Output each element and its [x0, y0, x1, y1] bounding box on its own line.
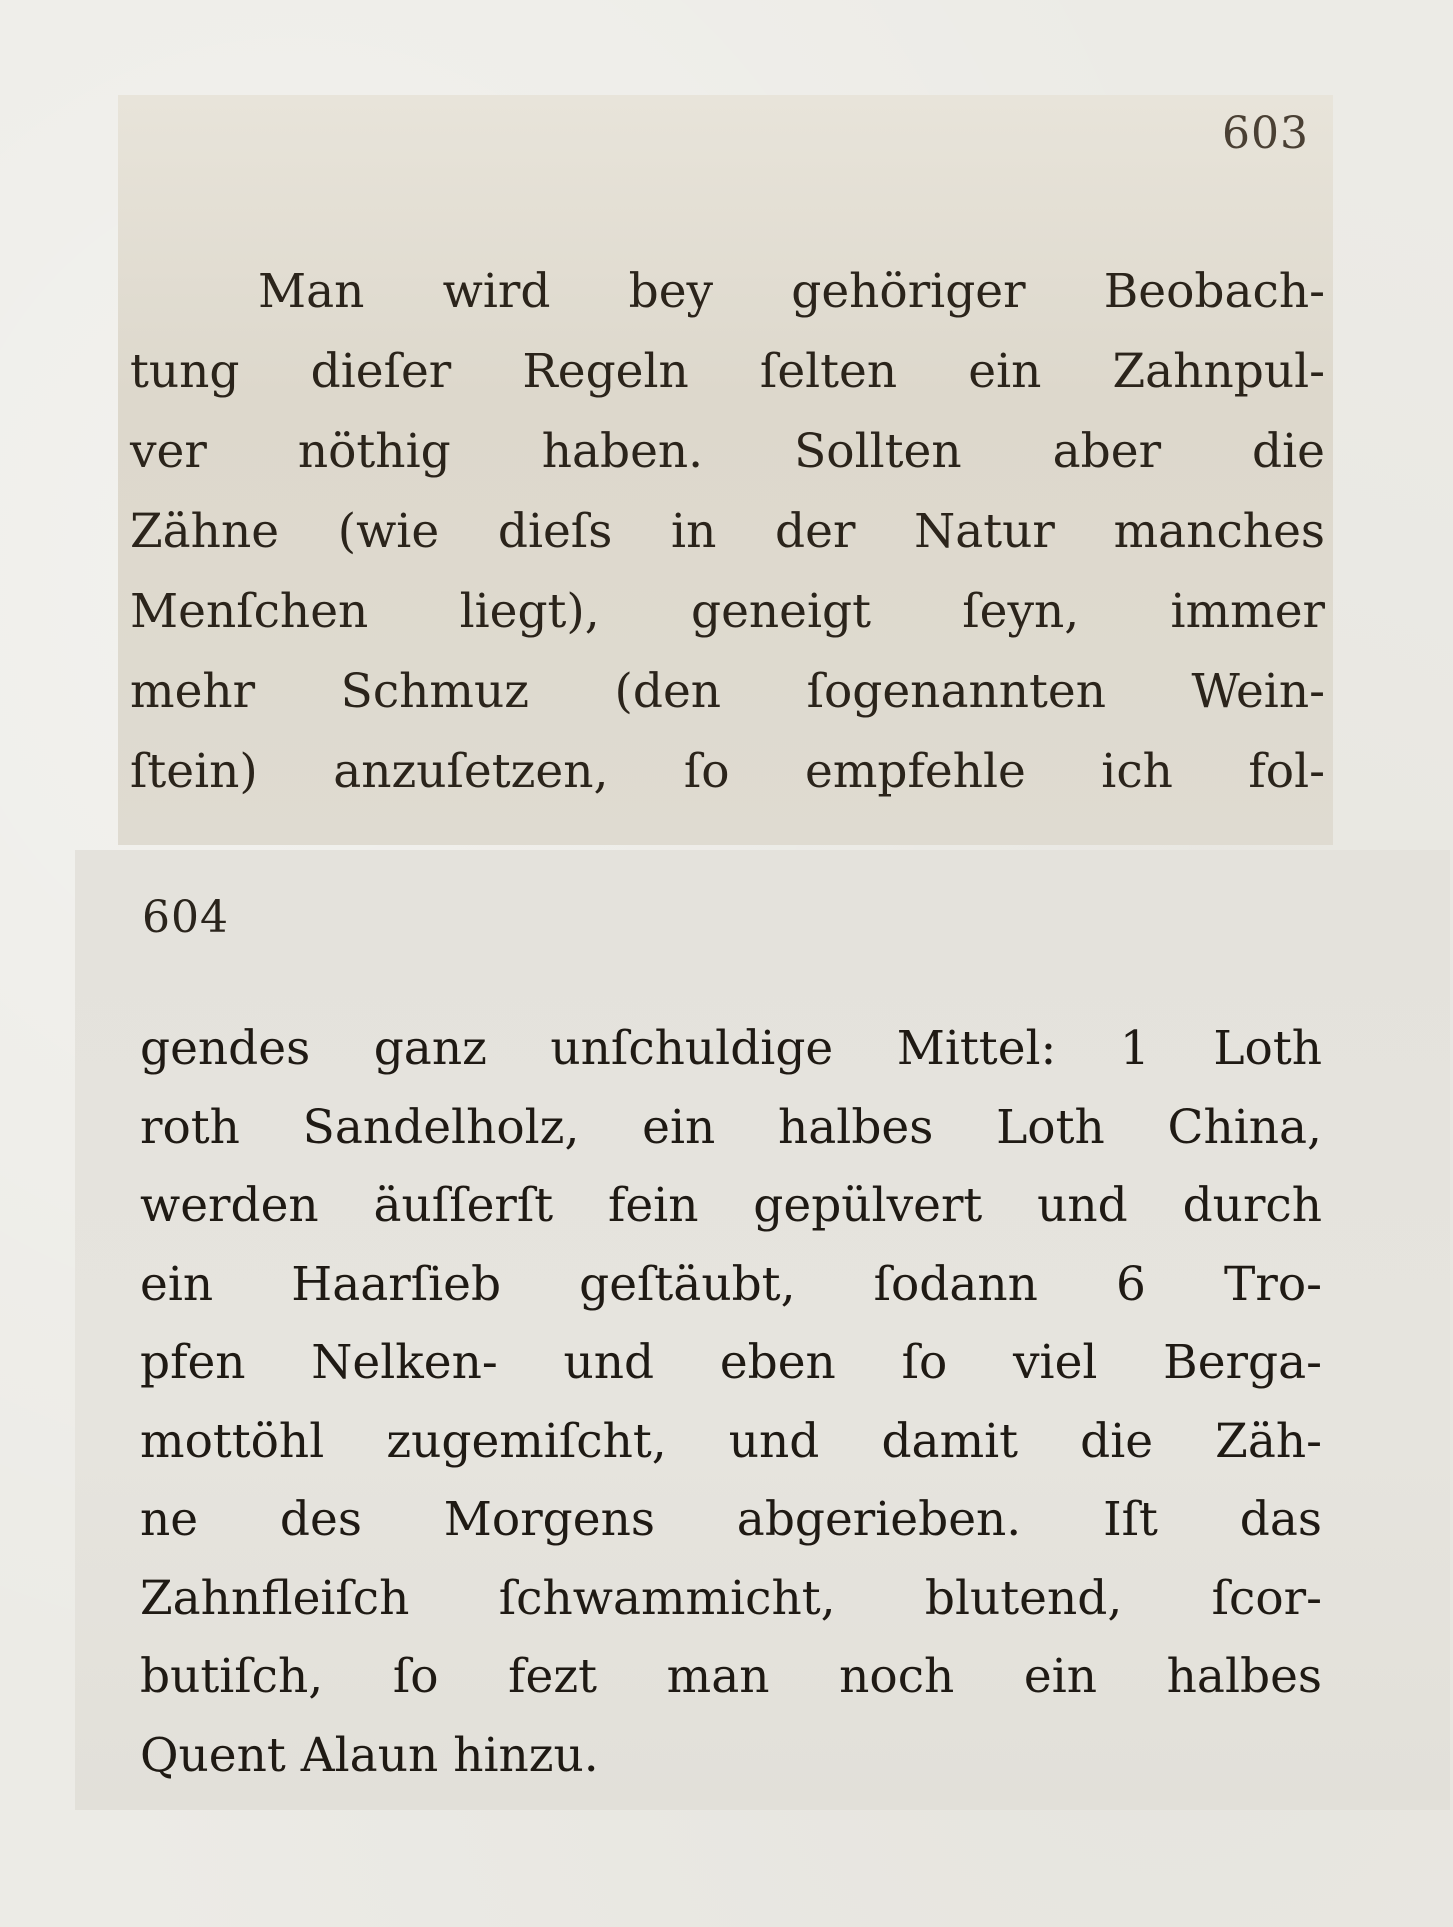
page-number: 604: [142, 892, 229, 943]
text-line: Menſchen liegt), geneigt ſeyn, immer: [130, 584, 1325, 639]
text-line: werden äuſſerſt fein gepülvert und durch: [140, 1178, 1322, 1233]
text-line: gendes ganz unſchuldige Mittel: 1 Loth: [140, 1021, 1322, 1076]
text-line: Quent Alaun hinzu.: [140, 1727, 599, 1783]
text-line: tung dieſer Regeln ſelten ein Zahnpul-: [130, 344, 1325, 399]
text-line: ne des Morgens abgerieben. Iſt das: [140, 1492, 1322, 1547]
text-line: mehr Schmuz (den ſogenannten Wein-: [130, 664, 1325, 719]
text-line: butiſch, ſo fezt man noch ein halbes: [140, 1649, 1322, 1704]
text-line: Man wird bey gehöriger Beobach-: [258, 264, 1325, 319]
text-line: Zahnfleiſch ſchwammicht, blutend, ſcor-: [140, 1570, 1322, 1626]
text-line: ſtein) anzuſetzen, ſo empfehle ich fol-: [130, 744, 1325, 799]
text-block-page-603: [130, 252, 1325, 812]
text-line: pfen Nelken- und eben ſo viel Berga-: [140, 1335, 1322, 1390]
text-line: ein Haarſieb geſtäubt, ſodann 6 Tro-: [140, 1256, 1322, 1312]
text-line: ver nöthig haben. Sollten aber die: [130, 424, 1325, 479]
text-block-page-604: [140, 1010, 1322, 1795]
page-number: 603: [1222, 108, 1309, 159]
text-line: roth Sandelholz, ein halbes Loth China,: [140, 1099, 1322, 1155]
text-line: mottöhl zugemiſcht, und damit die Zäh-: [140, 1413, 1322, 1469]
text-line: Zähne (wie dieſs in der Natur manches: [130, 504, 1325, 559]
